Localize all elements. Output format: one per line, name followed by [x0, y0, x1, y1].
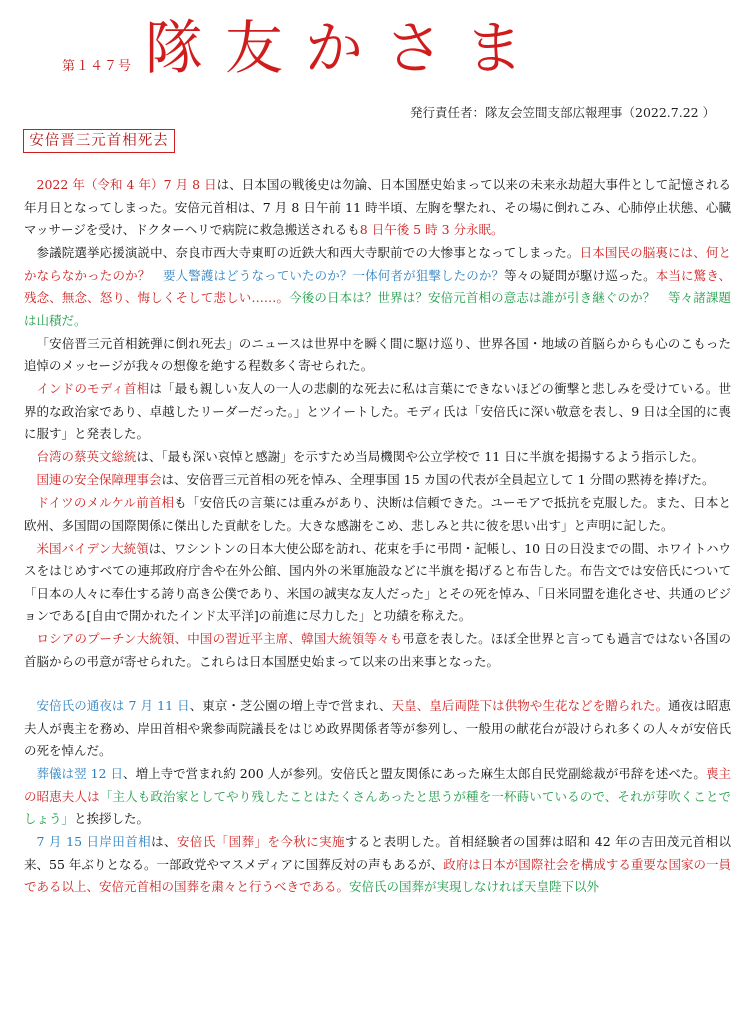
text-run: 弔意を表した。ほぼ全世界と言っても過言ではない各国の首脳からの弔意が寄せられた。これらは日本国歴史始まって以来の出来事となった。	[24, 631, 731, 669]
article-paragraph	[24, 831, 731, 899]
article-paragraph	[24, 446, 731, 469]
text-run: は、「最も深い哀悼と感謝」を示すため当局機関や公立学校で 11 日に半旗を掲揚するよう指示した。	[136, 449, 705, 464]
text-run: 「主人も政治家としてやり残したことはたくさんあったと思うが種を一杯蒔いているので、それが芽吹くことでしょう」	[24, 788, 731, 826]
issue-number: 第１４７号	[62, 59, 133, 74]
article-headline: 安倍晋三元首相死去	[23, 129, 175, 153]
text-run: 8 日午後 5 時 3 分永眠。	[359, 222, 504, 237]
text-run: 安倍氏の通夜は 7 月 11 日	[36, 698, 190, 713]
article-paragraph	[24, 763, 731, 831]
article-paragraph	[24, 333, 731, 378]
newsletter-title: 隊友かさま	[145, 14, 546, 82]
text-run: 安倍氏「国葬」を今秋に実施	[176, 834, 345, 849]
text-run: は「最も親しい友人の一人の悲劇的な死去に私は言葉にできないほどの衝撃と悲しみを受けている。世界的な政治家であり、卓越したリーダーだった。」とツイートした。モディ氏は「安倍氏に深い敬意を表し、9 日は全国的に喪に服す」と発表した。	[24, 381, 731, 441]
text-run: 日本国民の脳裏には、何とかならなかったのか？	[24, 245, 731, 283]
text-run: 通夜は昭恵夫人が喪主を務め、岸田首相や衆参両院議長をはじめ政界関係者等が参列し、一般用の献花台が設けられ多くの人々が安倍氏の死を悼んだ。	[24, 698, 731, 758]
text-run: ロシアのプーチン大統領、中国の習近平主席、韓国大統領等々も	[36, 631, 403, 646]
text-run: 参議院選挙応援演説中、奈良市西大寺東町の近鉄大和西大寺駅前での大惨事となってしまった。	[36, 245, 580, 260]
article-paragraph	[24, 174, 731, 242]
text-run: 天皇、皇后両陛下は供物や生花などを贈られた。	[391, 698, 669, 713]
text-run: 本当に驚き、残念、無念、怒り、悔しくそして悲しい……。	[24, 267, 731, 305]
text-run: 安倍氏の国葬が実現しなければ天皇陛下以外	[349, 879, 600, 894]
text-run: ドイツのメルケル前首相	[36, 495, 175, 510]
article-paragraph	[24, 695, 731, 763]
text-run: インドのモディ首相	[36, 381, 150, 396]
text-run: 今後の日本は？世界は？安倍元首相の意志は誰が引き継ぐのか？ 等々諸課題は山積だ。	[24, 290, 731, 328]
publisher-info: 発行責任者：隊友会笠間支部広報理事（2022.7.22 ）	[410, 105, 716, 120]
text-run: も「安倍氏の言葉には重みがあり、決断は信頼できた。ユーモアで抵抗を克服した。また、日本と欧州、多国間の国際関係に傑出した貢献をした。大きな感謝をこめ、悲しみと共に彼を思い出す」と声明に記した。	[24, 495, 731, 533]
text-run: 「安倍晋三元首相銃弾に倒れ死去」のニュースは世界中を瞬く間に駆け巡り、世界各国・地域の首脳らからも心のこもった追悼のメッセージが我々の想像を絶する程数多く寄せられた。	[24, 335, 731, 373]
text-run: 、東京・芝公園の増上寺で営まれ、	[189, 698, 392, 713]
text-run: と挨拶した。	[74, 811, 150, 826]
article-paragraph	[24, 469, 731, 492]
text-run: は、ワシントンの日本大使公邸を訪れ、花束を手に弔問・記帳し、10 日の日没までの間、ホワイトハウスをはじめすべての連邦政府庁舎や在外公館、国内外の米軍施設などに半旗を掲げると布告した。布告文では安倍氏について「日本の人々に奉仕する誇り高き公僕であり、米国の誠実な友人だった」とその死を悼み、「日米同盟を進化させ、共通のビジョンである[自由で開かれたインド太平洋]の前進に尽力した」と功績を称えた。	[24, 540, 731, 623]
text-run: 、増上寺で営まれ約 200 人が参列。安倍氏と盟友関係にあった麻生太郎自民党副総裁が弔辞を述べた。	[123, 766, 706, 781]
text-run: 国連の安全保障理事会	[36, 472, 162, 487]
text-run: 2022 年（令和 4 年）7 月 8 日	[36, 177, 217, 192]
article-paragraph	[24, 628, 731, 673]
text-run: 政府は日本が国際社会を構成する重要な国家の一員である以上、安倍元首相の国葬を粛々と行うべきである。	[24, 856, 731, 894]
text-run: は、安倍晋三元首相の死を悼み、全理事国 15 カ国の代表が全員起立して 1 分間の黙祷を捧げた。	[161, 472, 715, 487]
text-run: は、	[151, 834, 177, 849]
text-run: 葬儀は翌 12 日	[36, 766, 124, 781]
article-paragraph	[24, 378, 731, 446]
article-paragraph	[24, 242, 731, 332]
article-paragraph	[24, 492, 731, 537]
text-run: 米国バイデン大統領	[36, 540, 149, 556]
text-run: 台湾の蔡英文総統	[36, 449, 137, 464]
text-run: すると表明した。首相経験者の国葬は昭和 42 年の吉田茂元首相以来、55 年ぶりとなる。一部政党やマスメディアに国葬反対の声もあるが、	[24, 834, 731, 872]
article-body	[24, 174, 731, 899]
text-run: 喪主の昭恵夫人は	[24, 766, 731, 804]
text-run: 等々の疑問が駆け巡った。	[504, 267, 656, 283]
text-run: 要人警護はどうなっていたのか？一体何者が狙撃したのか？	[150, 267, 505, 283]
article-paragraph	[24, 538, 731, 628]
text-run: 7 月 15 日岸田首相	[36, 834, 152, 849]
text-run: は、日本国の戦後史は勿論、日本国歴史始まって以来の未来永劫超大事件として記憶される年月日となってしまった。安倍元首相は、7 月 8 日午前 11 時半頃、左胸を撃たれ、その場に倒れこみ、心肺停止状態、心臓マッサージを受け、ドクターヘリで病院に救急搬送されるも	[24, 177, 731, 237]
